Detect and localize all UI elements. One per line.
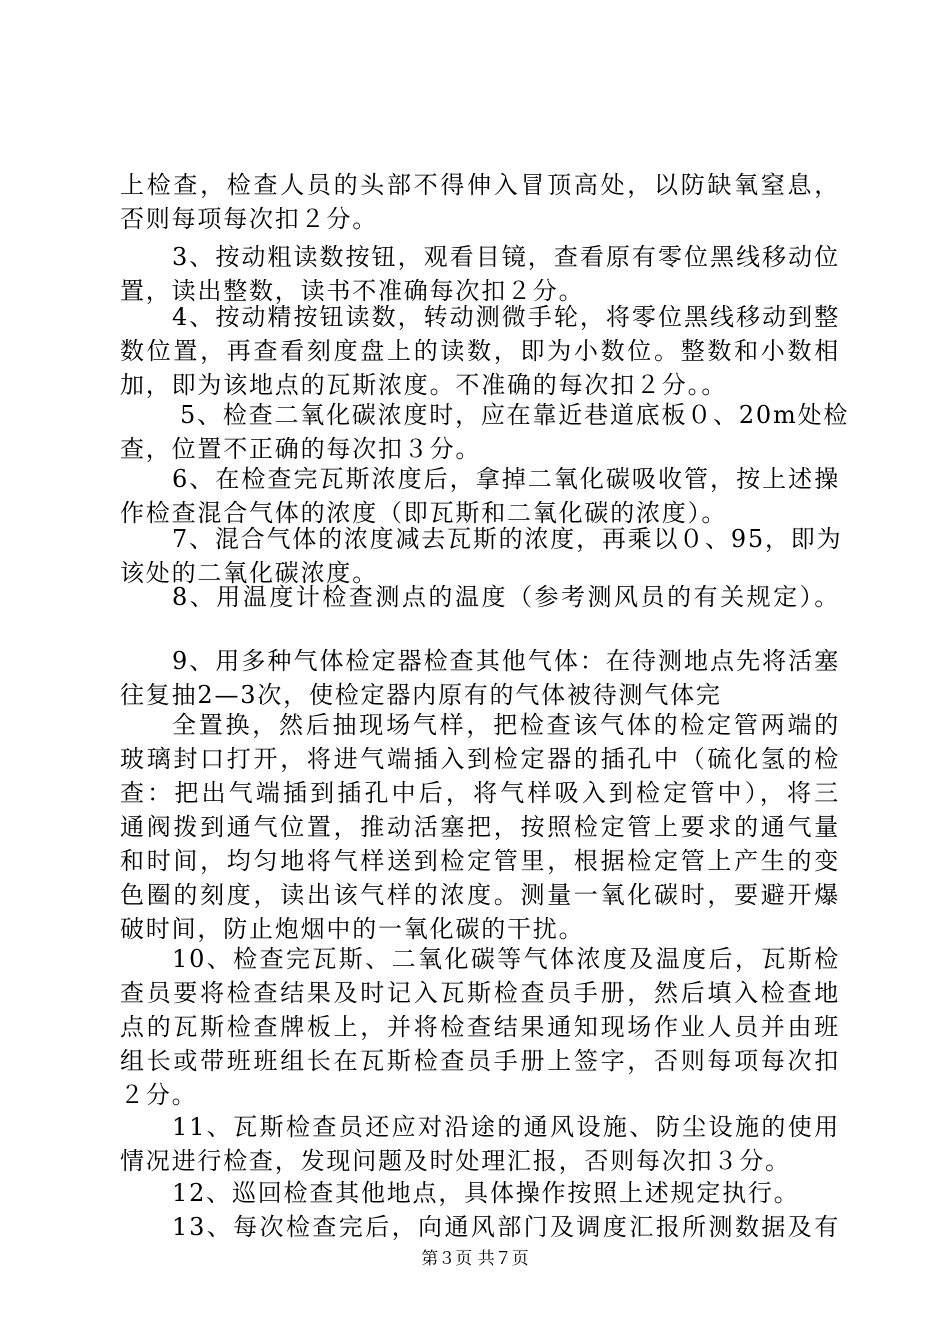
text-line: 加，即为该地点的瓦斯浓度。不准确的每次扣２分。。 xyxy=(120,371,728,399)
text-line: 10、检查完瓦斯、二氧化碳等气体浓度及温度后，瓦斯检 xyxy=(172,945,840,973)
text-line: 8、用温度计检查测点的温度（参考测风员的有关规定）。 xyxy=(172,583,840,611)
text-line: 置，读出整数，读书不准确每次扣２分。 xyxy=(120,277,585,305)
text-line: 12、巡回检查其他地点，具体操作按照上述规定执行。 xyxy=(172,1179,800,1207)
text-line: 玻璃封口打开，将进气端插入到检定器的插孔中（硫化氢的检 xyxy=(120,745,840,773)
text-line: 和时间，均匀地将气样送到检定管里，根据检定管上产生的变 xyxy=(120,847,840,875)
text-line: 查：把出气端插到插孔中后，将气样吸入到检定管中），将三 xyxy=(120,779,840,807)
text-line: 往复抽2—3次，使检定器内原有的气体被待测气体完 xyxy=(120,681,722,709)
text-line: 查员要将检查结果及时记入瓦斯检查员手册，然后填入检查地 xyxy=(120,979,840,1007)
text-line: 7、混合气体的浓度减去瓦斯的浓度，再乘以０、95，即为 xyxy=(172,525,843,553)
text-line: 组长或带班班组长在瓦斯检查员手册上签字，否则每项每次扣 xyxy=(120,1047,840,1075)
text-line: 3、按动粗读数按钮，观看目镜，查看原有零位黑线移动位 xyxy=(172,243,840,271)
text-line: 破时间，防止炮烟中的一氧化碳的干扰。 xyxy=(120,915,585,943)
text-line: 数位置，再查看刻度盘上的读数，即为小数位。整数和小数相 xyxy=(120,337,840,365)
text-line: 上检查，检查人员的头部不得伸入冒顶高处，以防缺氧窒息， xyxy=(120,171,840,199)
page-footer: 第３页 共７页 xyxy=(421,1249,529,1269)
text-line: 点的瓦斯检查牌板上，并将检查结果通知现场作业人员并由班 xyxy=(120,1013,840,1041)
text-line: 色圈的刻度，读出该气样的浓度。测量一氧化碳时，要避开爆 xyxy=(120,881,840,909)
text-line: 通阀拨到通气位置，推动活塞把，按照检定管上要求的通气量 xyxy=(120,813,840,841)
text-line: 11、瓦斯检查员还应对沿途的通风设施、防尘设施的使用 xyxy=(172,1113,840,1141)
text-line: 13、每次检查完后，向通风部门及调度汇报所测数据及有 xyxy=(172,1213,840,1241)
text-line: 6、在检查完瓦斯浓度后，拿掉二氧化碳吸收管，按上述操 xyxy=(172,465,840,493)
text-line: 4、按动精按钮读数，转动测微手轮，将零位黑线移动到整 xyxy=(172,303,840,331)
text-line: 全置换，然后抽现场气样，把检查该气体的检定管两端的 xyxy=(172,711,840,739)
text-line: 作检查混合气体的浓度（即瓦斯和二氧化碳的浓度）。 xyxy=(120,499,728,527)
text-line: 5、检查二氧化碳浓度时，应在靠近巷道底板０、20m处检 xyxy=(180,401,850,429)
text-line: 9、用多种气体检定器检查其他气体：在待测地点先将活塞 xyxy=(172,647,840,675)
text-line: 查，位置不正确的每次扣３分。 xyxy=(120,435,482,463)
text-line: ２分。 xyxy=(120,1081,198,1109)
text-line: 情况进行检查，发现问题及时处理汇报，否则每次扣３分。 xyxy=(120,1147,791,1175)
text-line: 该处的二氧化碳浓度。 xyxy=(120,559,378,587)
text-line: 否则每项每次扣２分。 xyxy=(120,205,378,233)
